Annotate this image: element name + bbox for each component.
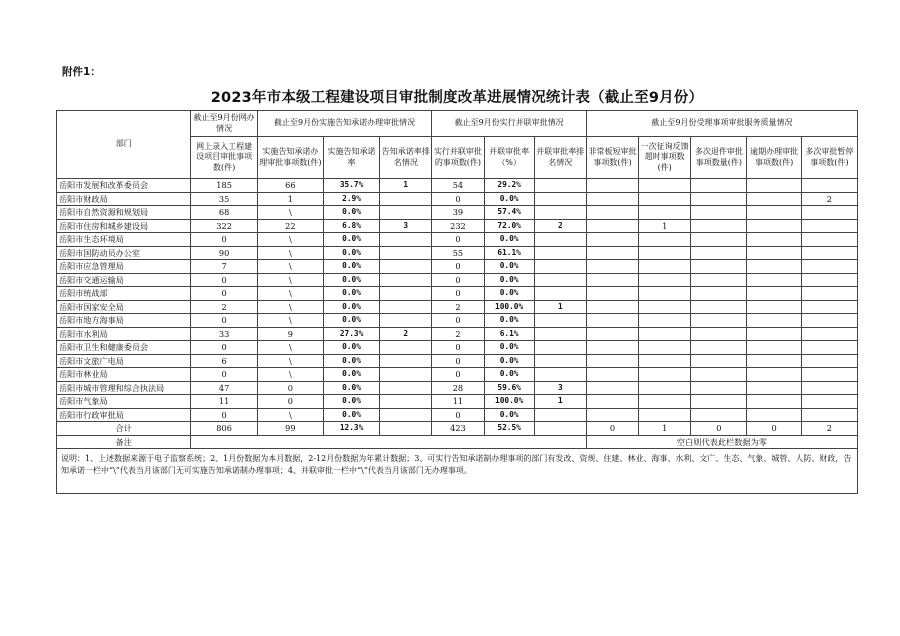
dept-cell: 岳阳市城市管理和综合执法局 xyxy=(57,381,191,395)
cell-c5: 28 xyxy=(432,381,484,395)
cell-c1: 47 xyxy=(191,381,257,395)
table-row xyxy=(57,368,858,382)
cell-c3: 0.0% xyxy=(323,273,379,287)
cell-c8 xyxy=(586,327,638,341)
table-row xyxy=(57,395,858,409)
header-c8: 非常板短审批事项数(件) xyxy=(586,137,638,179)
table-row xyxy=(57,179,858,193)
cell-c6: 61.1% xyxy=(484,246,534,260)
cell-c9 xyxy=(639,300,691,314)
cell-c5: 0 xyxy=(432,233,484,247)
cell-c1: 7 xyxy=(191,260,257,274)
cell-c9: 1 xyxy=(639,219,691,233)
cell-c7 xyxy=(534,233,586,247)
cell-c3: 0.0% xyxy=(323,206,379,220)
cell-c11 xyxy=(747,260,801,274)
cell-c1: 0 xyxy=(191,273,257,287)
cell-c4 xyxy=(380,314,432,328)
cell-c5: 0 xyxy=(432,408,484,422)
cell-c5: 0 xyxy=(432,273,484,287)
cell-c4 xyxy=(380,287,432,301)
header-c4: 告知承诺率排名情况 xyxy=(380,137,432,179)
cell-c6: 0.0% xyxy=(484,192,534,206)
cell-c11 xyxy=(747,314,801,328)
cell-c1: 33 xyxy=(191,327,257,341)
dept-cell: 岳阳市交通运输局 xyxy=(57,273,191,287)
total-c6: 52.5% xyxy=(484,422,534,436)
cell-c8 xyxy=(586,354,638,368)
cell-c11 xyxy=(747,395,801,409)
dept-cell: 岳阳市国家安全局 xyxy=(57,300,191,314)
cell-c11 xyxy=(747,300,801,314)
table-row xyxy=(57,381,858,395)
total-row xyxy=(57,422,858,436)
table-row xyxy=(57,327,858,341)
cell-c10 xyxy=(691,273,747,287)
cell-c3: 0.0% xyxy=(323,314,379,328)
cell-c6: 0.0% xyxy=(484,341,534,355)
dept-cell: 岳阳市住房和城乡建设局 xyxy=(57,219,191,233)
dept-cell: 岳阳市行政审批局 xyxy=(57,408,191,422)
cell-c11 xyxy=(747,327,801,341)
table-row xyxy=(57,206,858,220)
cell-c2: \ xyxy=(257,206,323,220)
cell-c3: 2.9% xyxy=(323,192,379,206)
cell-c7 xyxy=(534,408,586,422)
header-c2: 实施告知承诺办理审批事项数(件) xyxy=(257,137,323,179)
cell-c10 xyxy=(691,395,747,409)
cell-c12 xyxy=(801,206,857,220)
cell-c10 xyxy=(691,192,747,206)
cell-c5: 232 xyxy=(432,219,484,233)
cell-c7 xyxy=(534,341,586,355)
cell-c9 xyxy=(639,260,691,274)
cell-c2: 1 xyxy=(257,192,323,206)
cell-c7 xyxy=(534,273,586,287)
cell-c9 xyxy=(639,327,691,341)
cell-c10 xyxy=(691,300,747,314)
cell-c8 xyxy=(586,192,638,206)
cell-c5: 54 xyxy=(432,179,484,193)
header-c1: 网上录入工程建设项目审批事项数(件) xyxy=(191,137,257,179)
header-c7: 并联审批率排名情况 xyxy=(534,137,586,179)
table-row xyxy=(57,273,858,287)
cell-c11 xyxy=(747,381,801,395)
cell-c12 xyxy=(801,233,857,247)
cell-c10 xyxy=(691,368,747,382)
total-label: 合计 xyxy=(57,422,191,436)
cell-c10 xyxy=(691,179,747,193)
cell-c4 xyxy=(380,273,432,287)
cell-c8 xyxy=(586,408,638,422)
cell-c4: 1 xyxy=(380,179,432,193)
cell-c10 xyxy=(691,354,747,368)
cell-c2: 9 xyxy=(257,327,323,341)
cell-c10 xyxy=(691,233,747,247)
cell-c7 xyxy=(534,287,586,301)
cell-c12 xyxy=(801,219,857,233)
cell-c7 xyxy=(534,179,586,193)
table-row xyxy=(57,341,858,355)
header-dept: 部门 xyxy=(57,111,191,179)
cell-c6: 100.0% xyxy=(484,300,534,314)
cell-c7 xyxy=(534,354,586,368)
header-group-online: 截止至9月份网办情况 xyxy=(191,111,257,137)
remark-label: 备注 xyxy=(57,435,191,449)
cell-c1: 35 xyxy=(191,192,257,206)
cell-c9 xyxy=(639,395,691,409)
cell-c1: 0 xyxy=(191,341,257,355)
cell-c11 xyxy=(747,246,801,260)
cell-c7 xyxy=(534,327,586,341)
cell-c4 xyxy=(380,260,432,274)
cell-c3: 0.0% xyxy=(323,368,379,382)
header-c11: 逾期办理审批事项数(件) xyxy=(747,137,801,179)
cell-c2: \ xyxy=(257,408,323,422)
cell-c6: 0.0% xyxy=(484,408,534,422)
cell-c12 xyxy=(801,354,857,368)
cell-c6: 29.2% xyxy=(484,179,534,193)
cell-c1: 322 xyxy=(191,219,257,233)
cell-c10 xyxy=(691,287,747,301)
cell-c12 xyxy=(801,341,857,355)
header-c10: 多次退件审批事项数量(件) xyxy=(691,137,747,179)
dept-cell: 岳阳市气象局 xyxy=(57,395,191,409)
header-c6: 并联审批率（%） xyxy=(484,137,534,179)
cell-c12 xyxy=(801,381,857,395)
cell-c4: 2 xyxy=(380,327,432,341)
cell-c4 xyxy=(380,192,432,206)
cell-c12 xyxy=(801,246,857,260)
cell-c2: \ xyxy=(257,368,323,382)
cell-c4 xyxy=(380,395,432,409)
cell-c5: 0 xyxy=(432,368,484,382)
cell-c5: 0 xyxy=(432,354,484,368)
page-title: 2023年市本级工程建设项目审批制度改革进展情况统计表（截止至9月份） xyxy=(210,90,704,106)
cell-c9 xyxy=(639,368,691,382)
total-c9: 1 xyxy=(639,422,691,436)
dept-cell: 岳阳市自然资源和规划局 xyxy=(57,206,191,220)
cell-c5: 0 xyxy=(432,192,484,206)
table-row xyxy=(57,287,858,301)
dept-cell: 岳阳市生态环境局 xyxy=(57,233,191,247)
cell-c11 xyxy=(747,273,801,287)
cell-c11 xyxy=(747,206,801,220)
statistics-table xyxy=(56,110,858,494)
cell-c11 xyxy=(747,219,801,233)
cell-c9 xyxy=(639,287,691,301)
cell-c6: 0.0% xyxy=(484,314,534,328)
header-group-parallel: 截止至9月份实行并联审批情况 xyxy=(432,111,587,137)
cell-c3: 0.0% xyxy=(323,300,379,314)
cell-c4 xyxy=(380,233,432,247)
cell-c12 xyxy=(801,327,857,341)
cell-c7 xyxy=(534,260,586,274)
cell-c8 xyxy=(586,206,638,220)
dept-cell: 岳阳市卫生和健康委员会 xyxy=(57,341,191,355)
cell-c8 xyxy=(586,219,638,233)
cell-c8 xyxy=(586,273,638,287)
cell-c3: 0.0% xyxy=(323,233,379,247)
cell-c6: 59.6% xyxy=(484,381,534,395)
cell-c9 xyxy=(639,273,691,287)
cell-c11 xyxy=(747,192,801,206)
cell-c3: 0.0% xyxy=(323,341,379,355)
total-c2: 99 xyxy=(257,422,323,436)
cell-c9 xyxy=(639,233,691,247)
cell-c2: \ xyxy=(257,233,323,247)
cell-c12 xyxy=(801,273,857,287)
cell-c12 xyxy=(801,287,857,301)
cell-c2: 66 xyxy=(257,179,323,193)
cell-c3: 27.3% xyxy=(323,327,379,341)
cell-c2: \ xyxy=(257,314,323,328)
cell-c10 xyxy=(691,314,747,328)
dept-cell: 岳阳市统战部 xyxy=(57,287,191,301)
cell-c3: 0.0% xyxy=(323,395,379,409)
cell-c1: 0 xyxy=(191,314,257,328)
cell-c5: 0 xyxy=(432,341,484,355)
remark-row xyxy=(57,435,858,449)
cell-c1: 0 xyxy=(191,368,257,382)
cell-c7: 2 xyxy=(534,219,586,233)
cell-c3: 0.0% xyxy=(323,408,379,422)
cell-c7: 1 xyxy=(534,300,586,314)
cell-c9 xyxy=(639,206,691,220)
cell-c3: 6.8% xyxy=(323,219,379,233)
total-c1: 806 xyxy=(191,422,257,436)
table-row xyxy=(57,260,858,274)
cell-c6: 0.0% xyxy=(484,287,534,301)
cell-c8 xyxy=(586,233,638,247)
cell-c11 xyxy=(747,368,801,382)
cell-c12 xyxy=(801,260,857,274)
cell-c7 xyxy=(534,206,586,220)
cell-c2: \ xyxy=(257,287,323,301)
cell-c4 xyxy=(380,206,432,220)
cell-c1: 90 xyxy=(191,246,257,260)
cell-c10 xyxy=(691,206,747,220)
cell-c6: 72.0% xyxy=(484,219,534,233)
cell-c12 xyxy=(801,179,857,193)
cell-c11 xyxy=(747,287,801,301)
header-c12: 多次审批暂停事项数(件) xyxy=(801,137,857,179)
cell-c1: 11 xyxy=(191,395,257,409)
total-c10: 0 xyxy=(691,422,747,436)
cell-c2: 0 xyxy=(257,395,323,409)
cell-c8 xyxy=(586,341,638,355)
cell-c11 xyxy=(747,179,801,193)
cell-c2: \ xyxy=(257,300,323,314)
cell-c4 xyxy=(380,300,432,314)
cell-c1: 6 xyxy=(191,354,257,368)
cell-c1: 68 xyxy=(191,206,257,220)
cell-c8 xyxy=(586,260,638,274)
remark-text: 空白则代表此栏数据为零 xyxy=(586,435,857,449)
dept-cell: 岳阳市文旅广电局 xyxy=(57,354,191,368)
cell-c5: 55 xyxy=(432,246,484,260)
cell-c2: 0 xyxy=(257,381,323,395)
cell-c5: 39 xyxy=(432,206,484,220)
cell-c8 xyxy=(586,300,638,314)
cell-c9 xyxy=(639,408,691,422)
cell-c8 xyxy=(586,246,638,260)
cell-c4 xyxy=(380,354,432,368)
total-c12: 2 xyxy=(801,422,857,436)
cell-c4 xyxy=(380,381,432,395)
cell-c8 xyxy=(586,314,638,328)
cell-c6: 0.0% xyxy=(484,354,534,368)
cell-c2: \ xyxy=(257,341,323,355)
dept-cell: 岳阳市应急管理局 xyxy=(57,260,191,274)
remark-empty xyxy=(191,435,586,449)
total-c8: 0 xyxy=(586,422,638,436)
header-c5: 实行并联审批的事项数(件) xyxy=(432,137,484,179)
cell-c3: 0.0% xyxy=(323,381,379,395)
cell-c8 xyxy=(586,381,638,395)
cell-c1: 0 xyxy=(191,233,257,247)
cell-c6: 6.1% xyxy=(484,327,534,341)
dept-cell: 岳阳市水利局 xyxy=(57,327,191,341)
cell-c10 xyxy=(691,219,747,233)
table-row xyxy=(57,233,858,247)
dept-cell: 岳阳市国防动员办公室 xyxy=(57,246,191,260)
cell-c12 xyxy=(801,300,857,314)
dept-cell: 岳阳市地方海事局 xyxy=(57,314,191,328)
cell-c8 xyxy=(586,179,638,193)
cell-c10 xyxy=(691,327,747,341)
cell-c8 xyxy=(586,368,638,382)
cell-c6: 0.0% xyxy=(484,233,534,247)
table-row xyxy=(57,408,858,422)
total-c3: 12.3% xyxy=(323,422,379,436)
cell-c1: 0 xyxy=(191,287,257,301)
cell-c11 xyxy=(747,341,801,355)
cell-c2: \ xyxy=(257,354,323,368)
cell-c8 xyxy=(586,395,638,409)
cell-c10 xyxy=(691,260,747,274)
dept-cell: 岳阳市发展和改革委员会 xyxy=(57,179,191,193)
cell-c3: 0.0% xyxy=(323,246,379,260)
cell-c10 xyxy=(691,381,747,395)
table-row xyxy=(57,300,858,314)
cell-c9 xyxy=(639,314,691,328)
total-c11: 0 xyxy=(747,422,801,436)
cell-c9 xyxy=(639,341,691,355)
cell-c12 xyxy=(801,368,857,382)
cell-c5: 0 xyxy=(432,287,484,301)
header-group-quality: 截止至9月份受理事项审批服务质量情况 xyxy=(586,111,857,137)
cell-c5: 2 xyxy=(432,327,484,341)
cell-c7: 3 xyxy=(534,381,586,395)
cell-c5: 2 xyxy=(432,300,484,314)
cell-c2: 22 xyxy=(257,219,323,233)
cell-c5: 11 xyxy=(432,395,484,409)
cell-c1: 185 xyxy=(191,179,257,193)
cell-c6: 100.0% xyxy=(484,395,534,409)
cell-c9 xyxy=(639,179,691,193)
cell-c7 xyxy=(534,368,586,382)
cell-c4 xyxy=(380,368,432,382)
cell-c12 xyxy=(801,395,857,409)
total-c7 xyxy=(534,422,586,436)
total-c4 xyxy=(380,422,432,436)
cell-c6: 0.0% xyxy=(484,260,534,274)
cell-c7 xyxy=(534,246,586,260)
table-row xyxy=(57,246,858,260)
cell-c6: 57.4% xyxy=(484,206,534,220)
cell-c2: \ xyxy=(257,273,323,287)
cell-c11 xyxy=(747,408,801,422)
cell-c5: 0 xyxy=(432,260,484,274)
total-c5: 423 xyxy=(432,422,484,436)
cell-c8 xyxy=(586,287,638,301)
cell-c11 xyxy=(747,233,801,247)
dept-cell: 岳阳市林业局 xyxy=(57,368,191,382)
footnote: 说明：1、上述数据来源于电子监察系统；2、1月份数据为本月数据，2-12月份数据为年累计数据；3、可实行告知承诺制办理事项的部门有发改、资规、住建、林业、海事、水利、文广、生态、气象、城管、人防、财政，告知承诺一栏中“\”代表当月该部门无可实施告知承诺制办理事项；4、并联审批一栏中“\”代表当月该部门无办理事项。 xyxy=(57,449,858,494)
cell-c10 xyxy=(691,408,747,422)
cell-c11 xyxy=(747,354,801,368)
cell-c5: 0 xyxy=(432,314,484,328)
cell-c12 xyxy=(801,314,857,328)
cell-c4 xyxy=(380,246,432,260)
cell-c9 xyxy=(639,354,691,368)
cell-c4 xyxy=(380,341,432,355)
header-c9: 一次征询反馈超时事项数(件) xyxy=(639,137,691,179)
cell-c4: 3 xyxy=(380,219,432,233)
cell-c9 xyxy=(639,381,691,395)
table-row xyxy=(57,192,858,206)
cell-c3: 0.0% xyxy=(323,287,379,301)
dept-cell: 岳阳市财政局 xyxy=(57,192,191,206)
cell-c10 xyxy=(691,341,747,355)
cell-c3: 35.7% xyxy=(323,179,379,193)
cell-c2: \ xyxy=(257,260,323,274)
attachment-label: 附件1： xyxy=(62,66,101,78)
table-row xyxy=(57,354,858,368)
cell-c10 xyxy=(691,246,747,260)
cell-c12 xyxy=(801,408,857,422)
header-c3: 实施告知承诺率 xyxy=(323,137,379,179)
header-group-commitment: 截止至9月份实施告知承诺办理审批情况 xyxy=(257,111,432,137)
cell-c9 xyxy=(639,246,691,260)
cell-c1: 2 xyxy=(191,300,257,314)
cell-c7 xyxy=(534,314,586,328)
cell-c7: 1 xyxy=(534,395,586,409)
cell-c6: 0.0% xyxy=(484,273,534,287)
cell-c3: 0.0% xyxy=(323,260,379,274)
cell-c12: 2 xyxy=(801,192,857,206)
cell-c9 xyxy=(639,192,691,206)
table-row xyxy=(57,219,858,233)
cell-c2: \ xyxy=(257,246,323,260)
cell-c3: 0.0% xyxy=(323,354,379,368)
cell-c6: 0.0% xyxy=(484,368,534,382)
cell-c4 xyxy=(380,408,432,422)
cell-c1: 0 xyxy=(191,408,257,422)
table-row xyxy=(57,314,858,328)
cell-c7 xyxy=(534,192,586,206)
